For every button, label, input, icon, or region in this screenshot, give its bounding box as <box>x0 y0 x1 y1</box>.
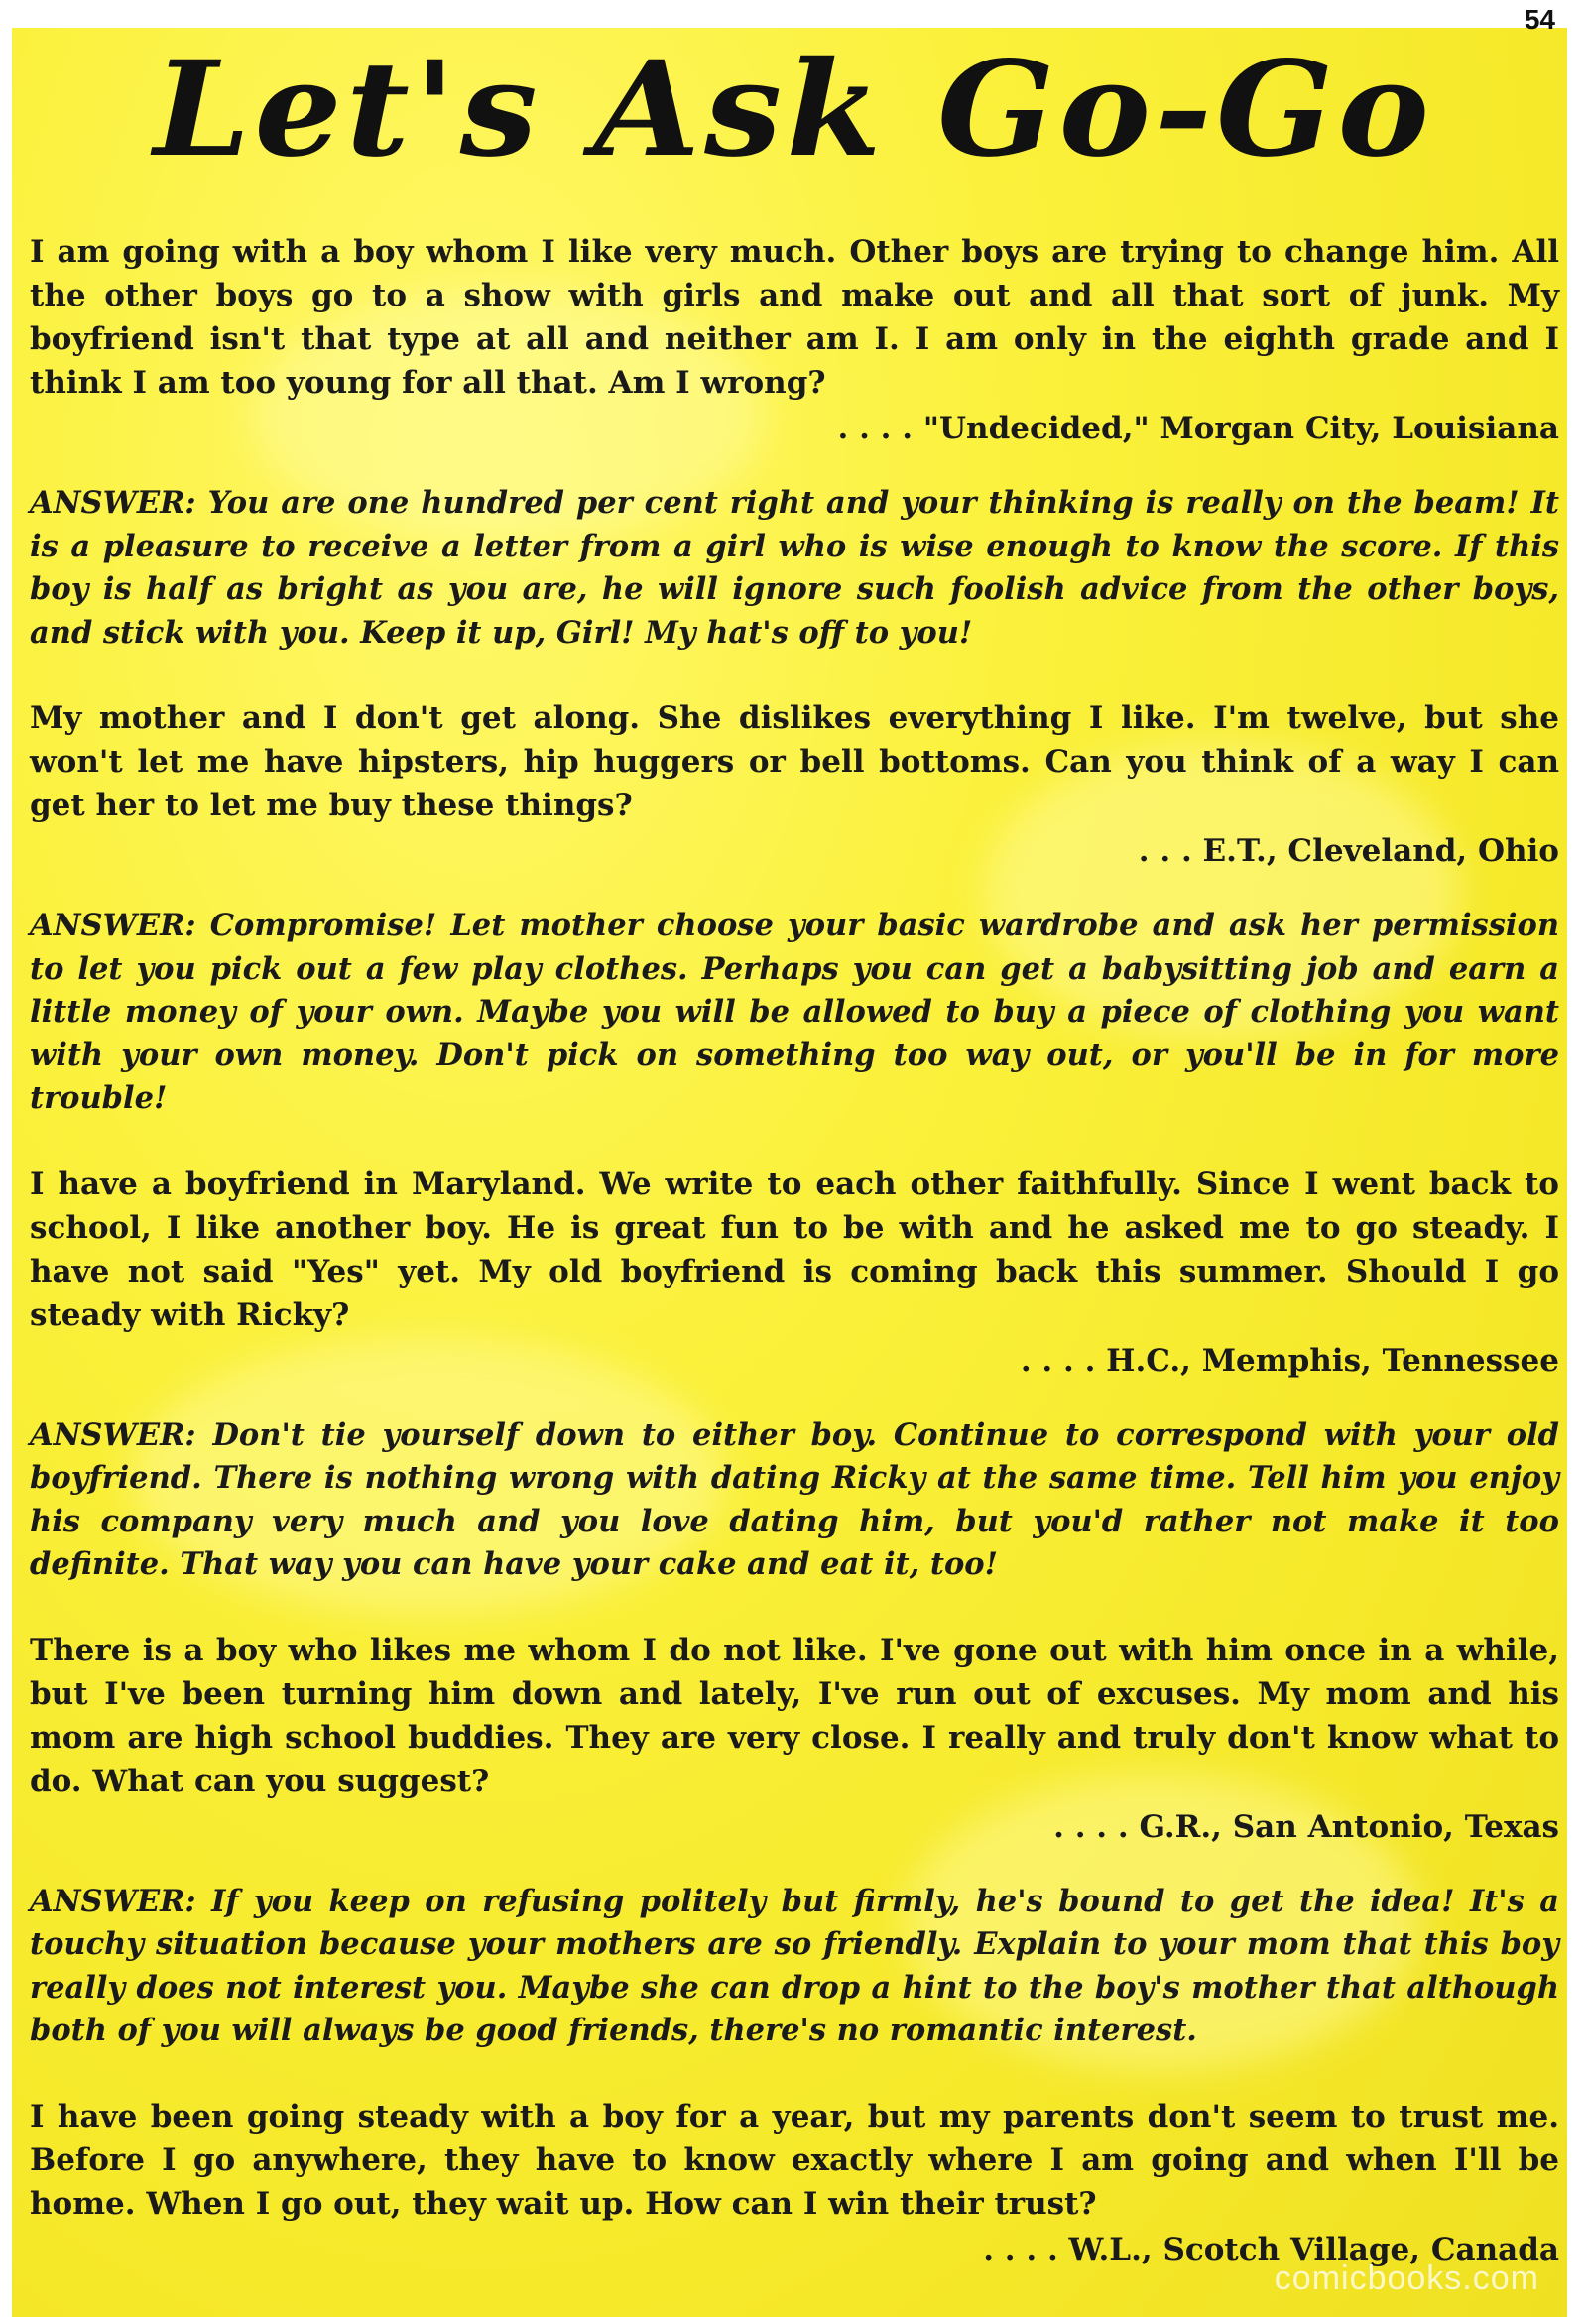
reader-letter: My mother and I don't get along. She dislikes everything I like. I'm twelve, but she won't let me have hipsters, hip huggers or bell bottoms. Can you think of a way I can get her to let me buy these things? <box>30 700 1559 823</box>
advice-item-3 <box>30 1162 1559 1587</box>
letter-signature: . . . . "Undecided," Morgan City, Louisiana <box>837 411 1559 446</box>
reader-letter: There is a boy who likes me whom I do not like. I've gone out with him once in a while, but I've been turning him down and lately, I've run out of excuses. My mom and his mom are high school buddies. They are very close. I really and truly don't know what to do. What can you suggest? <box>30 1632 1559 1799</box>
site-watermark: comicbooks.com <box>1274 2260 1539 2297</box>
reader-letter: I have been going steady with a boy for a year, but my parents don't seem to trust me. Before I go anywhere, they have to know exactly where I am going and when I'll be home. When I go out, they wait up. How can I win their trust? <box>30 2098 1559 2222</box>
advice-item-5 <box>30 2095 1559 2271</box>
page-number: 54 <box>1524 4 1555 35</box>
advice-item-1 <box>30 230 1559 655</box>
advice-answer: ANSWER: If you keep on refusing politely but firmly, he's bound to get the idea! It's a touchy situation because your mothers are so friendly. Explain to your mom that this boy really does not interest you. Maybe she can drop a hint to the boy's mother that although both of you will always be good friends, there's no romantic interest. <box>30 1883 1559 2048</box>
advice-item-2 <box>30 696 1559 1121</box>
advice-answer: ANSWER: Compromise! Let mother choose your basic wardrobe and ask her permission to let you pick out a few play clothes. Perhaps you can get a babysitting job and earn a little money of your own. Maybe you will be allowed to buy a piece of clothing you want with your own money. Don't pick on something too way out, or you'll be in for more trouble! <box>30 908 1559 1116</box>
reader-letter: I have a boyfriend in Maryland. We write to each other faithfully. Since I went back to school, I like another boy. He is great fun to be with and he asked me to go steady. I have not said "Yes" yet. My old boyfriend is coming back this summer. Should I go steady with Ricky? <box>30 1165 1559 1333</box>
reader-letter: I am going with a boy whom I like very much. Other boys are trying to change him. All the other boys go to a show with girls and make out and all that sort of junk. My boyfriend isn't that type at all and neither am I. I am only in the eighth grade and I think I am too young for all that. Am I wrong? <box>30 234 1559 401</box>
page-title: Let's Ask Go-Go <box>153 33 1434 186</box>
letter-signature: . . . . H.C., Memphis, Tennessee <box>1020 1342 1559 1379</box>
advice-column <box>30 230 1559 2271</box>
advice-item-4 <box>30 1629 1559 2053</box>
advice-answer: ANSWER: Don't tie yourself down to either boy. Continue to correspond with your old boyfriend. There is nothing wrong with dating Ricky at the same time. Tell him you enjoy his company very much and you love dating him, but you'd rather not make it too definite. That way you can have your cake and eat it, too! <box>30 1416 1559 1582</box>
letter-signature: . . . . G.R., San Antonio, Texas <box>1053 1808 1559 1845</box>
letter-signature: . . . E.T., Cleveland, Ohio <box>1138 833 1559 869</box>
advice-answer: ANSWER: You are one hundred per cent right and your thinking is really on the beam! It is a pleasure to receive a letter from a girl who is wise enough to know the score. If this boy is half as bright as you are, he will ignore such foolish advice from the other boys, and stick with you. Keep it up, Girl! My hat's off to you! <box>30 485 1559 651</box>
letter-signature: . . . . W.L., Scotch Village, Canada <box>983 2231 1559 2267</box>
